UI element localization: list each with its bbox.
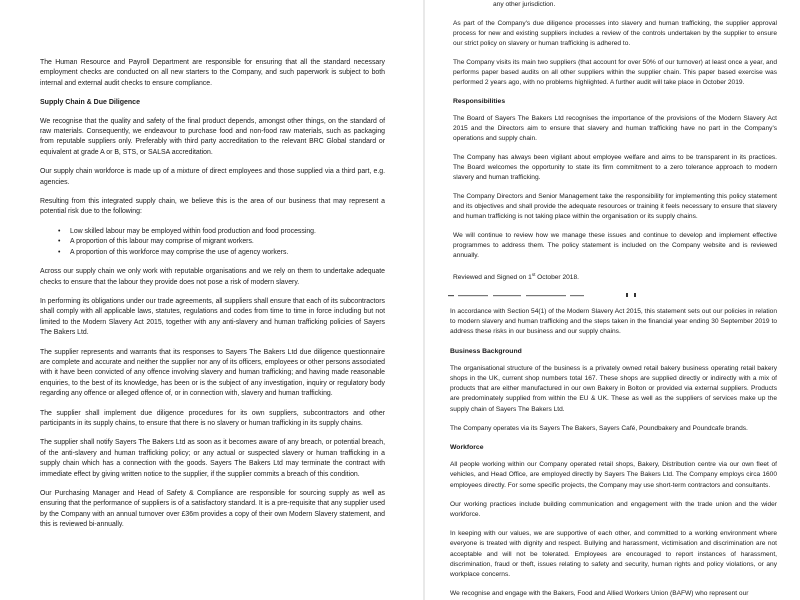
organisational-structure-paragraph: The organisational structure of the business is a privately owned retail bakery business operating retail bakery shops in the UK, current shop numbers total 167. These shops are supplied directly or indirectly with a mix of products that are either manufactured in our own Bakery in Bolton or provided via external suppliers. Products are predominately supplied from within the EU & UK. These as well as the suppliers of services make up the supply chain of Sayers The Bakers Ltd. [450, 364, 777, 413]
workforce-mix-paragraph: Our supply chain workforce is made up of a mixture of direct employees and those supplied via a third part, e.g. agencies. [40, 168, 385, 186]
right-page-top-body [453, 0, 777, 292]
union-paragraph: We recognise and engage with the Bakers, Food and Allied Workers Union (BAFW) who represent our [450, 590, 749, 598]
employees-paragraph: All people working within our Company operated retail shops, Bakery, Distribution centre via our own fleet of vehicles, and Head Office, are employed directly by Sayers The Bakers Ltd. The Company employs circa 1600 employees directly. For some specific projects, the Company may use short-term contractors and consultants. [450, 461, 777, 489]
vigilance-paragraph: The Company has always been vigilant about employee welfare and aims to be transparent in its practices. The Board welcomes the opportunity to state its firm commitment to a zero tolerance approach to modern slavery and human trafficking. [453, 154, 777, 181]
raw-materials-paragraph: We recognise that the quality and safety of the final product depends, amongst other things, on the standard of raw materials. Consequently, we endeavour to purchase food and non-food raw materials, such as packaging from reputable suppliers only. Preferably with third party accreditation to the relevant BRC Global standard or equivalent at grade A or B, STS, or SALSA accreditation. [40, 117, 385, 156]
hr-intro-paragraph: The Human Resource and Payroll Department are responsible for ensuring that all the standard necessary employment checks are conducted on all new starters to the Company, and such paperwork is subject to both internal and external audit checks to ensure compliance. [40, 59, 385, 87]
responsibilities-heading: Responsibilities [453, 98, 506, 105]
supplier-notification-paragraph: The supplier shall notify Sayers The Bakers Ltd as soon as it becomes aware of any breach, or potential breach, of the anti-slavery and human trafficking policy; or any actual or suspected slavery or human trafficking in a supply chain which has a connection with the goods. Sayers The Bakers Ltd may terminate the contract with immediate effect by giving written notice to the supplier, if the supplier commits a breach of this condition. [40, 439, 385, 478]
supplier-approval-paragraph: As part of the Company's due diligence processes into slavery and human trafficking, the supplier approval process for new and existing suppliers includes a review of the controls undertaken by the supplier to ensure our strict policy on slavery or human trafficking is adhered to. [453, 20, 777, 47]
directors-paragraph: The Company Directors and Senior Management take the responsibility for implementing this policy statement and its objectives and shall provide the adequate resources or training it feels necessary to ensure that slavery and human trafficking is not taking place within the organisation or its supply chains. [453, 193, 777, 220]
signed-line [453, 270, 777, 283]
section-54-paragraph: In accordance with Section 54(1) of the Modern Slavery Act 2015, this statement sets out our policies in relation to modern slavery and human trafficking and the steps taken in the financial year ending 30 September 2019 to address these risks in our business and our supply chains. [450, 308, 777, 336]
risk-list [58, 227, 385, 258]
risk-list-item: • A proportion of this workforce may comprise the use of agency workers. [58, 248, 385, 258]
scan-cut-fragment [448, 292, 778, 300]
supplier-visits-paragraph: The Company visits its main two suppliers (that account for over 50% of our turnover) at least once a year, and performs paper based audits on all other suppliers within the supplier chain. This paper based exercise was performed 2 years ago, with no problems highlighted. A further audit will take place in October 2019. [453, 59, 777, 86]
signed-prefix: Reviewed and Signed on 1 [453, 274, 532, 282]
review-paragraph: We will continue to review how we manage these issues and continue to develop and implement effective programmes to address them. The policy statement is included on the Company website and is reviewed annually. [453, 232, 777, 259]
purchasing-manager-paragraph: Our Purchasing Manager and Head of Safety & Compliance are responsible for sourcing supply as well as ensuring that the performance of suppliers is of a satisfactory standard. It is a pre-requisite that any supplier used by the Company with an annual turnover over £36m provides a copy of their own Modern Slavery statement, and this is reviewed bi-annually. [40, 490, 385, 529]
board-paragraph: The Board of Sayers The Bakers Ltd recognises the importance of the provisions of the Modern Slavery Act 2015 and the Directors aim to ensure that slavery and human trafficking have no part in the Company's operations and supply chain. [453, 115, 777, 142]
risk-list-item: • A proportion of this labour may comprise of migrant workers. [58, 237, 385, 247]
business-background-heading: Business Background [450, 347, 522, 355]
signed-superscript: st [531, 272, 536, 277]
risk-list-item: • Low skilled labour may be employed within food production and food processing. [58, 227, 385, 237]
signed-suffix: October 2018. [535, 274, 579, 282]
risk-intro-paragraph: Resulting from this integrated supply chain, we believe this is the area of our business that may represent a potential risk due to the following: [40, 198, 385, 216]
working-practices-paragraph: Our working practices include building communication and engagement with the trade union and the wider workforce. [450, 500, 777, 519]
right-page-bottom-body [450, 307, 777, 600]
supplier-warranty-paragraph: The supplier represents and warrants that its responses to Sayers The Bakers Ltd due diligence questionnaire are complete and accurate and neither the supplier nor any of its officers, employees or other persons associated with it have been convicted of any offence involving slavery and human trafficking; and having made reasonable enquiries, to the best of its knowledge, has been or is the subject of any investigation, inquiry or regulatory body regarding any offence or alleged offence of, or in connection with, slavery and human trafficking. [40, 348, 385, 398]
values-paragraph: In keeping with our values, we are supportive of each other, and committed to a working environment where everyone is treated with dignity and respect. Bullying and harassment, victimisation and discrimination are not acceptable and will not be tolerated. Employees are encouraged to report instances of harassment, discrimination, fraud or theft, issues relating to safety and security, human rights and policy violations, or any workplace concerns. [450, 530, 777, 579]
cut-off-line: any other jurisdiction. [493, 1, 556, 8]
right-document-page [425, 0, 800, 600]
left-page-body [40, 58, 385, 540]
workforce-heading: Workforce [450, 444, 484, 452]
reputable-organisations-paragraph: Across our supply chain we only work with reputable organisations and we rely on them to undertake adequate checks to ensure that the labour they provide does not pose a risk of modern slavery. [40, 268, 385, 286]
supplier-due-diligence-paragraph: The supplier shall implement due diligence procedures for its own suppliers, subcontractors and other participants in its supply chains, to ensure that there is no slavery or human trafficking in its supply chains. [40, 409, 385, 427]
supply-chain-heading: Supply Chain & Due Diligence [40, 99, 140, 107]
brands-paragraph: The Company operates via its Sayers The Bakers, Sayers Café, Poundbakery and Poundcafe brands. [450, 424, 748, 432]
trade-agreements-paragraph: In performing its obligations under our trade agreements, all suppliers shall ensure that each of its subcontractors shall comply with all applicable laws, statutes, regulations and codes from time to time in force including but not limited to the Modern Slavery Act 2015, together with any anti-slavery and human trafficking policies of Sayers The Bakers Ltd. [40, 297, 385, 337]
scan-artifact-marks [448, 292, 778, 300]
